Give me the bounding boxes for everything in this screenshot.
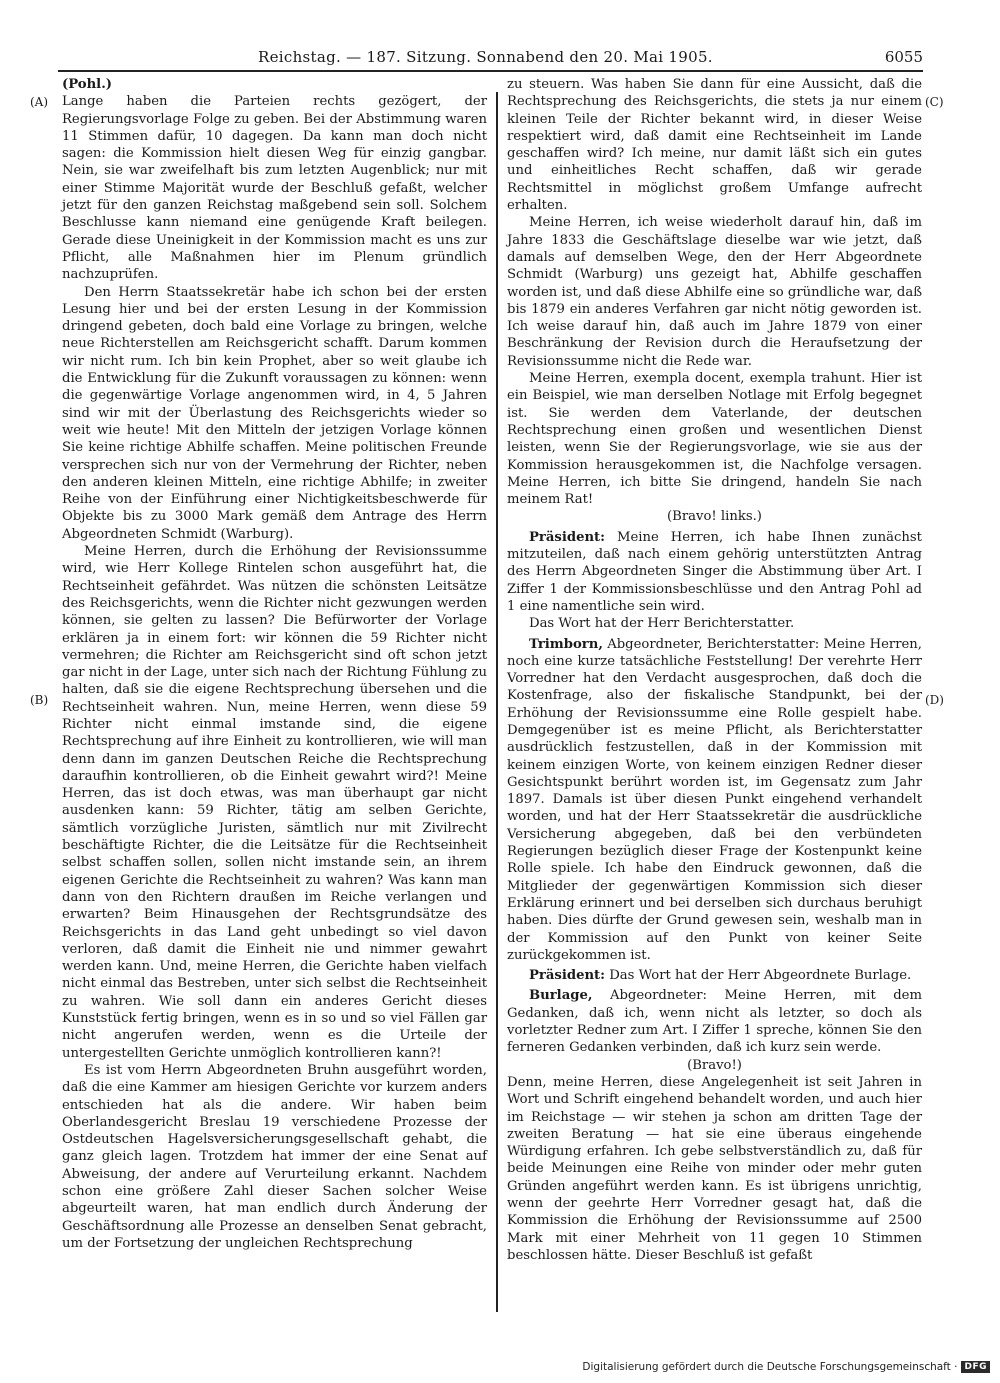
speaker-continuation: (Pohl.)	[62, 77, 113, 92]
column-divider	[496, 92, 498, 1312]
praesident-statement-1	[507, 529, 922, 615]
margin-marker-b: (B)	[30, 693, 49, 707]
running-header	[58, 46, 923, 72]
footer-text: Digitalisierung gefördert durch die Deutsche Forschungsgemeinschaft ·	[582, 1361, 958, 1373]
interjection-bravo: (Bravo!)	[687, 1057, 742, 1073]
margin-marker-a: (A)	[30, 95, 49, 109]
trimborn-text: Abgeordneter, Berichterstatter: Meine Herren, noch eine kurze tatsächliche Feststellung! Der verehrte Herr Vorredner hat den Verdacht ausgesprochen, daß doch die Kostenfrage, also der fiskalische Standpunkt, bei der Erhöhung der Revisionssumme eine Rolle gespielt habe. Demgegenüber ist es meine Pflicht, als Berichterstatter ausdrücklich festzustellen, daß in der Kommission mit keinem einzigen Worte, von keinem einzigen Redner dieser Gesichtspunkt berührt worden ist, im Gegensatz zum Jahr 1897. Damals ist über diesen Punkt eingehend verhandelt worden, und hat der Herr Staatssekretär die ausdrückliche Versicherung abgegeben, daß bei den verbündeten Regierungen bezüglich dieser Frage der Kostenpunkt keine Rolle spiele. Ich habe den Eindruck gewonnen, daß die Mitglieder der gegenwärtigen Kommission sich dieser Erklärung erinnert und bei derselben sich durchaus beruhigt haben. Dies dürfte der Grund gewesen sein, weshalb man in der Kommission auf den Punkt von keiner Seite zurückgekommen ist.	[507, 636, 922, 963]
right-paragraph-2: Meine Herren, ich weise wiederholt darauf hin, daß im Jahre 1833 die Geschäftslage dieselbe war wie jetzt, daß damals auf demselben Wege, den der Herr Abgeordnete Schmidt (Warburg) uns gezeigt hat, Abhilfe geschaffen worden ist, und daß diese Abhilfe eine so gründliche war, daß bis 1879 ein anderes Verfahren gar nicht nötig geworden ist. Ich weise darauf hin, daß auch im Jahre 1879 von einer Beschränkung der Revision durch die Heraufsetzung der Revisionssumme nicht die Rede war.	[507, 215, 922, 369]
right-paragraph-3: Meine Herren, exempla docent, exempla trahunt. Hier ist ein Beispiel, wie man derselben Notlage mit Erfolg begegnet ist. Sie werden dem Vaterlande, der deutschen Rechtsprechung einen großen und wesentlichen Dienst leisten, wenn Sie der Regierungsvorlage, wie sie aus der Kommission herausgekommen ist, die Nachfolge versagen. Meine Herren, ich bitte Sie dringend, handeln Sie nach meinem Rat!	[507, 371, 922, 508]
burlage-continuation: Denn, meine Herren, diese Angelegenheit ist seit Jahren in Wort und Schrift eingehend behandelt worden, und auch hier im Reichstage — wir stehen ja schon am dritten Tage der zweiten Beratung — hat sie eine überaus eingehende Würdigung erfahren. Ich gebe selbstverständlich zu, daß für beide Meinungen eine Reihe von minder oder mehr guten Gründen angeführt werden kann. Es ist übrigens unrichtig, wenn der geehrte Herr Vorredner gesagt hat, daß die Kommission die Erhöhung der Revisionssumme auf 2500 Mark mit einer Mehrheit von 11 gegen 10 Stimmen beschlossen hätte. Dieser Beschluß ist gefaßt	[507, 1074, 922, 1263]
praesident-text-1: Meine Herren, ich habe Ihnen zunächst mitzuteilen, daß nach einem gehörig unterstützten Antrag des Herrn Abgeordneten Singer die Abstimmung über Art. I Ziffer 1 der Kommissionsbeschlüsse und den Antrag Pohl ad 1 eine namentliche sein wird.	[507, 529, 922, 614]
page-number: 6055	[884, 48, 923, 66]
right-paragraph-1: zu steuern. Was haben Sie dann für eine Aussicht, daß die Rechtsprechung des Reichsgerichts, die stets ja nur einem kleinen Teile der Richter bekannt wird, in dieser Weise respektiert wird, daß damit eine Rechtseinheit im Lande geschaffen wird? Ich meine, nur damit läßt sich ein gutes und einheitliches Recht schaffen, daß wir gerade Rechtsmittel in möglichst großem Umfange aufrecht erhalten.	[507, 77, 922, 214]
running-title: Reichstag. — 187. Sitzung. Sonnabend den 20. Mai 1905.	[258, 48, 713, 66]
left-paragraph-2: Den Herrn Staatssekretär habe ich schon bei der ersten Lesung hier und bei der ersten Lesung in der Kommission dringend gebeten, doch bald eine Vorlage zu bringen, welche neue Richterstellen am Reichsgericht schafft. Darum kommen wir nicht rum. Ich bin kein Prophet, aber so weit glaube ich die Entwicklung für die Zukunft voraussagen zu können: wenn die gegenwärtige Vorlage angenommen wird, in 4, 5 Jahren sind wir mit der Überlastung des Reichsgerichts wieder so weit wie heute! Mit den Mitteln der jetzigen Vorlage können Sie keine richtige Abhilfe schaffen. Meine politischen Freunde versprechen sich nur von der Vermehrung der Richter, neben den anderen kleinen Mitteln, eine richtige Abhilfe; in zweiter Reihe von der Einführung einer Nichtigkeitsbeschwerde für Objekte bis zu 3000 Mark gemäß dem Antrage des Herrn Abgeordneten Schmidt (Warburg).	[62, 284, 487, 542]
trimborn-statement	[507, 636, 922, 965]
dfg-logo-icon: DFG	[961, 1361, 990, 1373]
left-paragraph-3: Meine Herren, durch die Erhöhung der Revisionssumme wird, wie Herr Kollege Rintelen schon ausgeführt hat, die Rechtseinheit gefährdet. Was nützen die schönsten Leitsätze des Reichsgerichts, wenn die Richter nicht gezwungen werden können, sie gelten zu lassen? Die Befürworter der Vorlage erklären ja in einem fort: wir können die 59 Richter nicht vermehren; die Richter am Reichsgericht sind oft schon jetzt gar nicht in der Lage, unter sich nach der Richtung Fühlung zu halten, daß sie die eigene Rechtsprechung übersehen und die Rechtseinheit wahren. Nun, meine Herren, wenn diese 59 Richter nicht einmal imstande sind, die eigene Rechtsprechung auf ihre Einheit zu kontrollieren, wie will man denn dann im ganzen Deutschen Reiche die Rechtsprechung daraufhin kontrollieren, ob die Einheit gewahrt wird?! Meine Herren, das ist doch etwas, was man überhaupt gar nicht ausdenken kann: 59 Richter, tätig am selben Gerichte, sämtlich vorzügliche Juristen, sämtlich nur mit Zivilrecht beschäftigte Richter, die die Leitsätze für die Rechtseinheit selbst schaffen sollen, sollen nicht imstande sein, an ihrem eigenen Gerichte die Rechtseinheit zu wahren? Was kann man dann von den Richtern draußen im Reiche verlangen und erwarten? Beim Hinausgehen der Rechtsgrundsätze des Reichsgerichts in das Land geht unbedingt so viel davon verloren, daß damit die Einheit nie und nimmer gewahrt werden kann. Und, meine Herren, die Gerichte haben vielfach nicht einmal das Bestreben, unter sich selbst die Rechtseinheit zu wahren. Wie soll dann ein anderes Gericht dieses Kunststück fertig bringen, wenn es in so und so viel Fällen gar nicht angerufen werden, wenn es die Urteile der untergestellten Gerichte unmöglich kontrollieren kann?!	[62, 544, 487, 1061]
interjection-bravo-links: (Bravo! links.)	[667, 509, 762, 525]
left-paragraph-1: Lange haben die Parteien rechts gezögert, der Regierungsvorlage Folge zu geben. Bei der Abstimmung waren 11 Stimmen dafür, 10 dagegen. Da kann man doch nicht sagen: die Kommission hielt diesen Weg für einzig gangbar. Nein, sie war zweifelhaft bis zum letzten Augenblick; nur mit einer Stimme Majorität wurde der Beschluß gefaßt, welcher jetzt für den ganzen Reichstag maßgebend sein soll. Solchem Beschlusse kann niemand eine genügende Kraft beilegen. Gerade diese Uneinigkeit in der Kommission macht es uns zur Pflicht, alle Maßnahmen hier im Plenum gründlich nachzuprüfen.	[62, 94, 487, 283]
margin-marker-c: (C)	[925, 95, 944, 109]
praesident-statement-2	[507, 967, 922, 984]
speaker-praesident-2: Präsident:	[529, 968, 606, 984]
margin-marker-d: (D)	[925, 693, 944, 707]
praesident-text-2: Das Wort hat der Herr Abgeordnete Burlage.	[609, 968, 912, 984]
burlage-statement	[507, 987, 922, 1056]
left-column	[62, 76, 487, 1252]
digitization-footer	[582, 1361, 990, 1373]
right-column	[507, 76, 922, 1264]
burlage-text: Abgeordneter: Meine Herren, mit dem Gedanken, daß ich, wenn nicht als letzter, so doch als vorletzter Redner zum Art. I Ziffer 1 spreche, können Sie den ferneren Gedanken verbinden, daß ich kurz sein werde.	[507, 988, 922, 1056]
speaker-trimborn: Trimborn,	[529, 636, 603, 652]
speaker-praesident: Präsident:	[529, 529, 606, 545]
left-paragraph-4: Es ist vom Herrn Abgeordneten Bruhn ausgeführt worden, daß die eine Kammer am hiesigen Gerichte vor kurzem anders entschieden hat als die andere. Wir haben beim Oberlandesgericht Breslau 19 verschiedene Prozesse der Ostdeutschen Hagelsversicherungsgesellschaft gehabt, die ganz gleich lagen. Trotzdem hat immer der eine Senat auf Abweisung, der andere auf Verurteilung erkannt. Nachdem schon eine größere Zahl dieser Sachen solcher Weise abgeurteilt waren, hat man endlich durch Änderung der Geschäftsordnung alle Prozesse an denselben Senat gebracht, um der Fortsetzung der ungleichen Rechtsprechung	[62, 1062, 487, 1251]
berichterstatter-line: Das Wort hat der Herr Berichterstatter.	[529, 616, 795, 632]
speaker-burlage: Burlage,	[529, 988, 593, 1004]
